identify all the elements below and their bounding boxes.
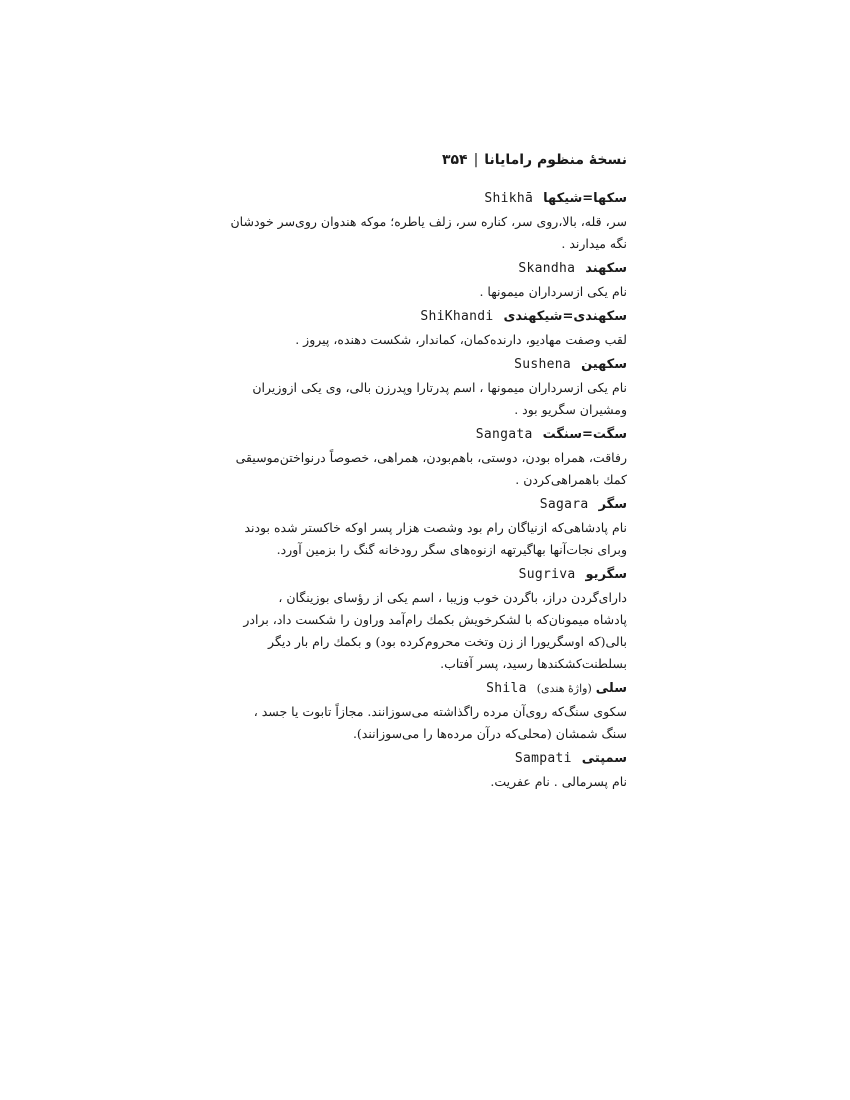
definition-line: سنگ شمشان (محلی‌که درآن مرده‌ها را می‌سوزانند). <box>352 726 627 741</box>
headword-latin: Shila <box>486 681 527 696</box>
book-title: نسخهٔ منظوم رامایانا <box>484 152 627 168</box>
page-header <box>300 150 627 170</box>
headword-persian: سکهندی=شیکهندی <box>503 309 627 324</box>
definition-line: سکوی سنگ‌که روی‌آن مرده راگذاشته می‌سوزانند. مجازاً تابوت یا جسد ، <box>253 704 627 719</box>
entry-definition <box>224 211 627 255</box>
headword-persian: سلی <box>595 681 627 696</box>
header-separator: | <box>473 152 479 168</box>
page-number: ۳۵۴ <box>441 152 468 168</box>
headword-latin: Shikhā <box>484 191 534 206</box>
headword-latin: Skandha <box>518 261 576 276</box>
headword-latin: Sangata <box>475 427 533 442</box>
headword-persian: سکها=شیکها <box>543 191 627 206</box>
definition-line: پادشاه میمونان‌که با لشکرخویش بکمك رام‌آمد وراون را شکست داد، برادر <box>243 612 627 627</box>
entry-definition <box>224 377 627 421</box>
headword-persian: سگت=سنگت <box>542 427 627 442</box>
entry-definition <box>224 329 627 351</box>
definition-line: نام پادشاهی‌که ازنیاگان رام بود وشصت هزار پسر اوکه خاکستر شده بودند <box>244 520 627 535</box>
headword-latin: ShiKhandi <box>420 309 494 324</box>
glossary-entry <box>224 747 627 793</box>
glossary-entry <box>224 305 627 351</box>
entry-definition <box>224 701 627 745</box>
entry-definition <box>224 771 627 793</box>
definition-line: نام یکی ازسرداران میمونها ، اسم پدرتارا وپدرزن بالی، وی یکی ازوزیران <box>252 380 627 395</box>
entry-headword <box>224 353 627 377</box>
entry-headword <box>224 493 627 517</box>
glossary-entries <box>224 187 627 795</box>
glossary-entry <box>224 423 627 491</box>
definition-line: بالی(که اوسگریورا از زن وتخت محروم‌کرده بود) و بکمك رام بار دیگر <box>268 634 627 649</box>
entry-headword <box>224 257 627 281</box>
definition-line: دارای‌گردن دراز، باگردن خوب وزیبا ، اسم یکی از رؤسای بوزینگان ، <box>278 590 627 605</box>
entry-headword <box>224 747 627 771</box>
glossary-entry <box>224 563 627 675</box>
entry-definition <box>224 447 627 491</box>
glossary-entry <box>224 187 627 255</box>
entry-headword <box>224 563 627 587</box>
entry-definition <box>224 281 627 303</box>
headword-persian: سمپتی <box>581 751 627 766</box>
entry-headword <box>224 305 627 329</box>
headword-note: (واژهٔ هندی) <box>536 682 592 695</box>
headword-persian: سکهین <box>581 357 627 372</box>
definition-line: سر، قله، بالا،روی سر، کناره سر، زلف یاطره؛ موکه هندوان روی‌سر خودشان <box>230 214 627 229</box>
definition-line: رفاقت، همراه بودن، دوستی، باهم‌بودن، همراهی، خصوصاً درنواختن‌موسیقی <box>235 450 627 465</box>
headword-persian: سگر <box>598 497 627 512</box>
entry-definition <box>224 517 627 561</box>
headword-latin: Sugriva <box>518 567 576 582</box>
glossary-entry <box>224 257 627 303</box>
entry-headword <box>224 187 627 211</box>
entry-definition <box>224 587 627 675</box>
headword-persian: سکهند <box>585 261 627 276</box>
definition-line: نام پسرمالی . نام عفریت. <box>490 774 627 789</box>
definition-line: لقب وصفت مهادیو، دارنده‌کمان، کماندار، شکست دهنده، پیروز . <box>295 332 627 347</box>
glossary-entry <box>224 353 627 421</box>
entry-headword <box>224 423 627 447</box>
definition-line: نگه میدارند . <box>561 236 627 251</box>
definition-line: کمك باهمراهی‌کردن . <box>515 472 627 487</box>
headword-latin: Sampati <box>514 751 572 766</box>
headword-persian: سگریو <box>585 567 627 582</box>
definition-line: نام یکی ازسرداران میمونها . <box>479 284 627 299</box>
definition-line: وبرای نجات‌آنها بهاگیرتهه ازنوه‌های سگر رودخانه گنگ را بزمین آورد. <box>276 542 627 557</box>
headword-latin: Sagara <box>539 497 589 512</box>
definition-line: ومشیران سگریو بود . <box>514 402 627 417</box>
glossary-entry <box>224 677 627 745</box>
glossary-entry <box>224 493 627 561</box>
entry-headword <box>224 677 627 701</box>
headword-latin: Sushena <box>514 357 572 372</box>
definition-line: بسلطنت‌کشکندها رسید، پسر آفتاب. <box>440 656 627 671</box>
